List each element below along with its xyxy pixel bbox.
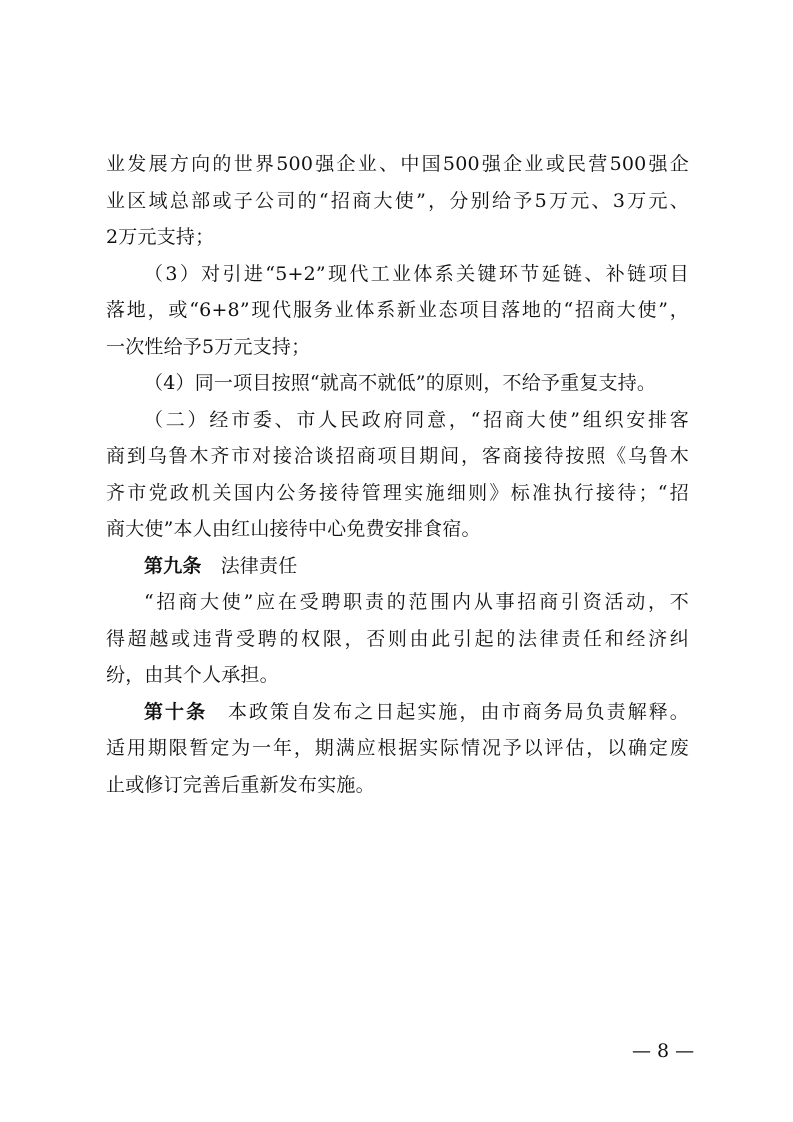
text-line: 适用期限暂定为一年，期满应根据实际情况予以评估，以确定废 <box>106 737 689 759</box>
article-9-body <box>106 584 689 694</box>
text-line: （3）对引进“5+2”现代工业体系关键环节延链、补链项目 <box>144 262 689 285</box>
text-line: “招商大使”应在受聘职责的范围内从事招商引资活动，不 <box>144 591 689 613</box>
paragraph-section-two <box>106 402 689 548</box>
article-text: 本政策自发布之日起实施，由市商务局负责解释。 <box>226 700 689 723</box>
paragraph-item-4 <box>106 365 689 402</box>
article-9-heading <box>106 548 689 585</box>
text-line: 止或修订完善后重新发布实施。 <box>106 773 375 796</box>
page-number: — 8 — <box>632 1040 695 1062</box>
article-number: 第十条 <box>144 700 208 723</box>
text-line <box>106 694 689 731</box>
text-line: （4）同一项目按照“就高不就低”的原则，不给予重复支持。 <box>144 372 657 394</box>
article-10 <box>106 694 689 804</box>
text-line: 纷，由其个人承担。 <box>106 664 279 686</box>
text-line <box>106 548 689 585</box>
text-line: 业发展方向的世界500强企业、中国500强企业或民营500强企 <box>106 153 689 175</box>
article-number: 第九条 <box>144 554 202 577</box>
paragraph-continuation <box>106 146 689 256</box>
text-line: 商大使”本人由红山接待中心免费安排食宿。 <box>106 518 481 540</box>
text-line: 商到乌鲁木齐市对接洽谈招商项目期间，客商接待按照《乌鲁木 <box>106 445 689 467</box>
text-line: 业区域总部或子公司的“招商大使”，分别给予5万元、3万元、 <box>106 189 689 212</box>
text-line: （二）经市委、市人民政府同意，“招商大使”组织安排客 <box>144 408 689 431</box>
text-line: 一次性给予5万元支持； <box>106 335 311 358</box>
text-line: 2万元支持； <box>106 226 215 248</box>
paragraph-item-3 <box>106 256 689 366</box>
text-line: 得超越或违背受聘的权限，否则由此引起的法律责任和经济纠 <box>106 627 689 650</box>
text-line: 落地，或“6+8”现代服务业体系新业态项目落地的“招商大使”， <box>106 299 689 321</box>
article-title: 法律责任 <box>220 554 298 577</box>
text-line: 齐市党政机关国内公务接待管理实施细则》标准执行接待；“招 <box>106 481 689 504</box>
